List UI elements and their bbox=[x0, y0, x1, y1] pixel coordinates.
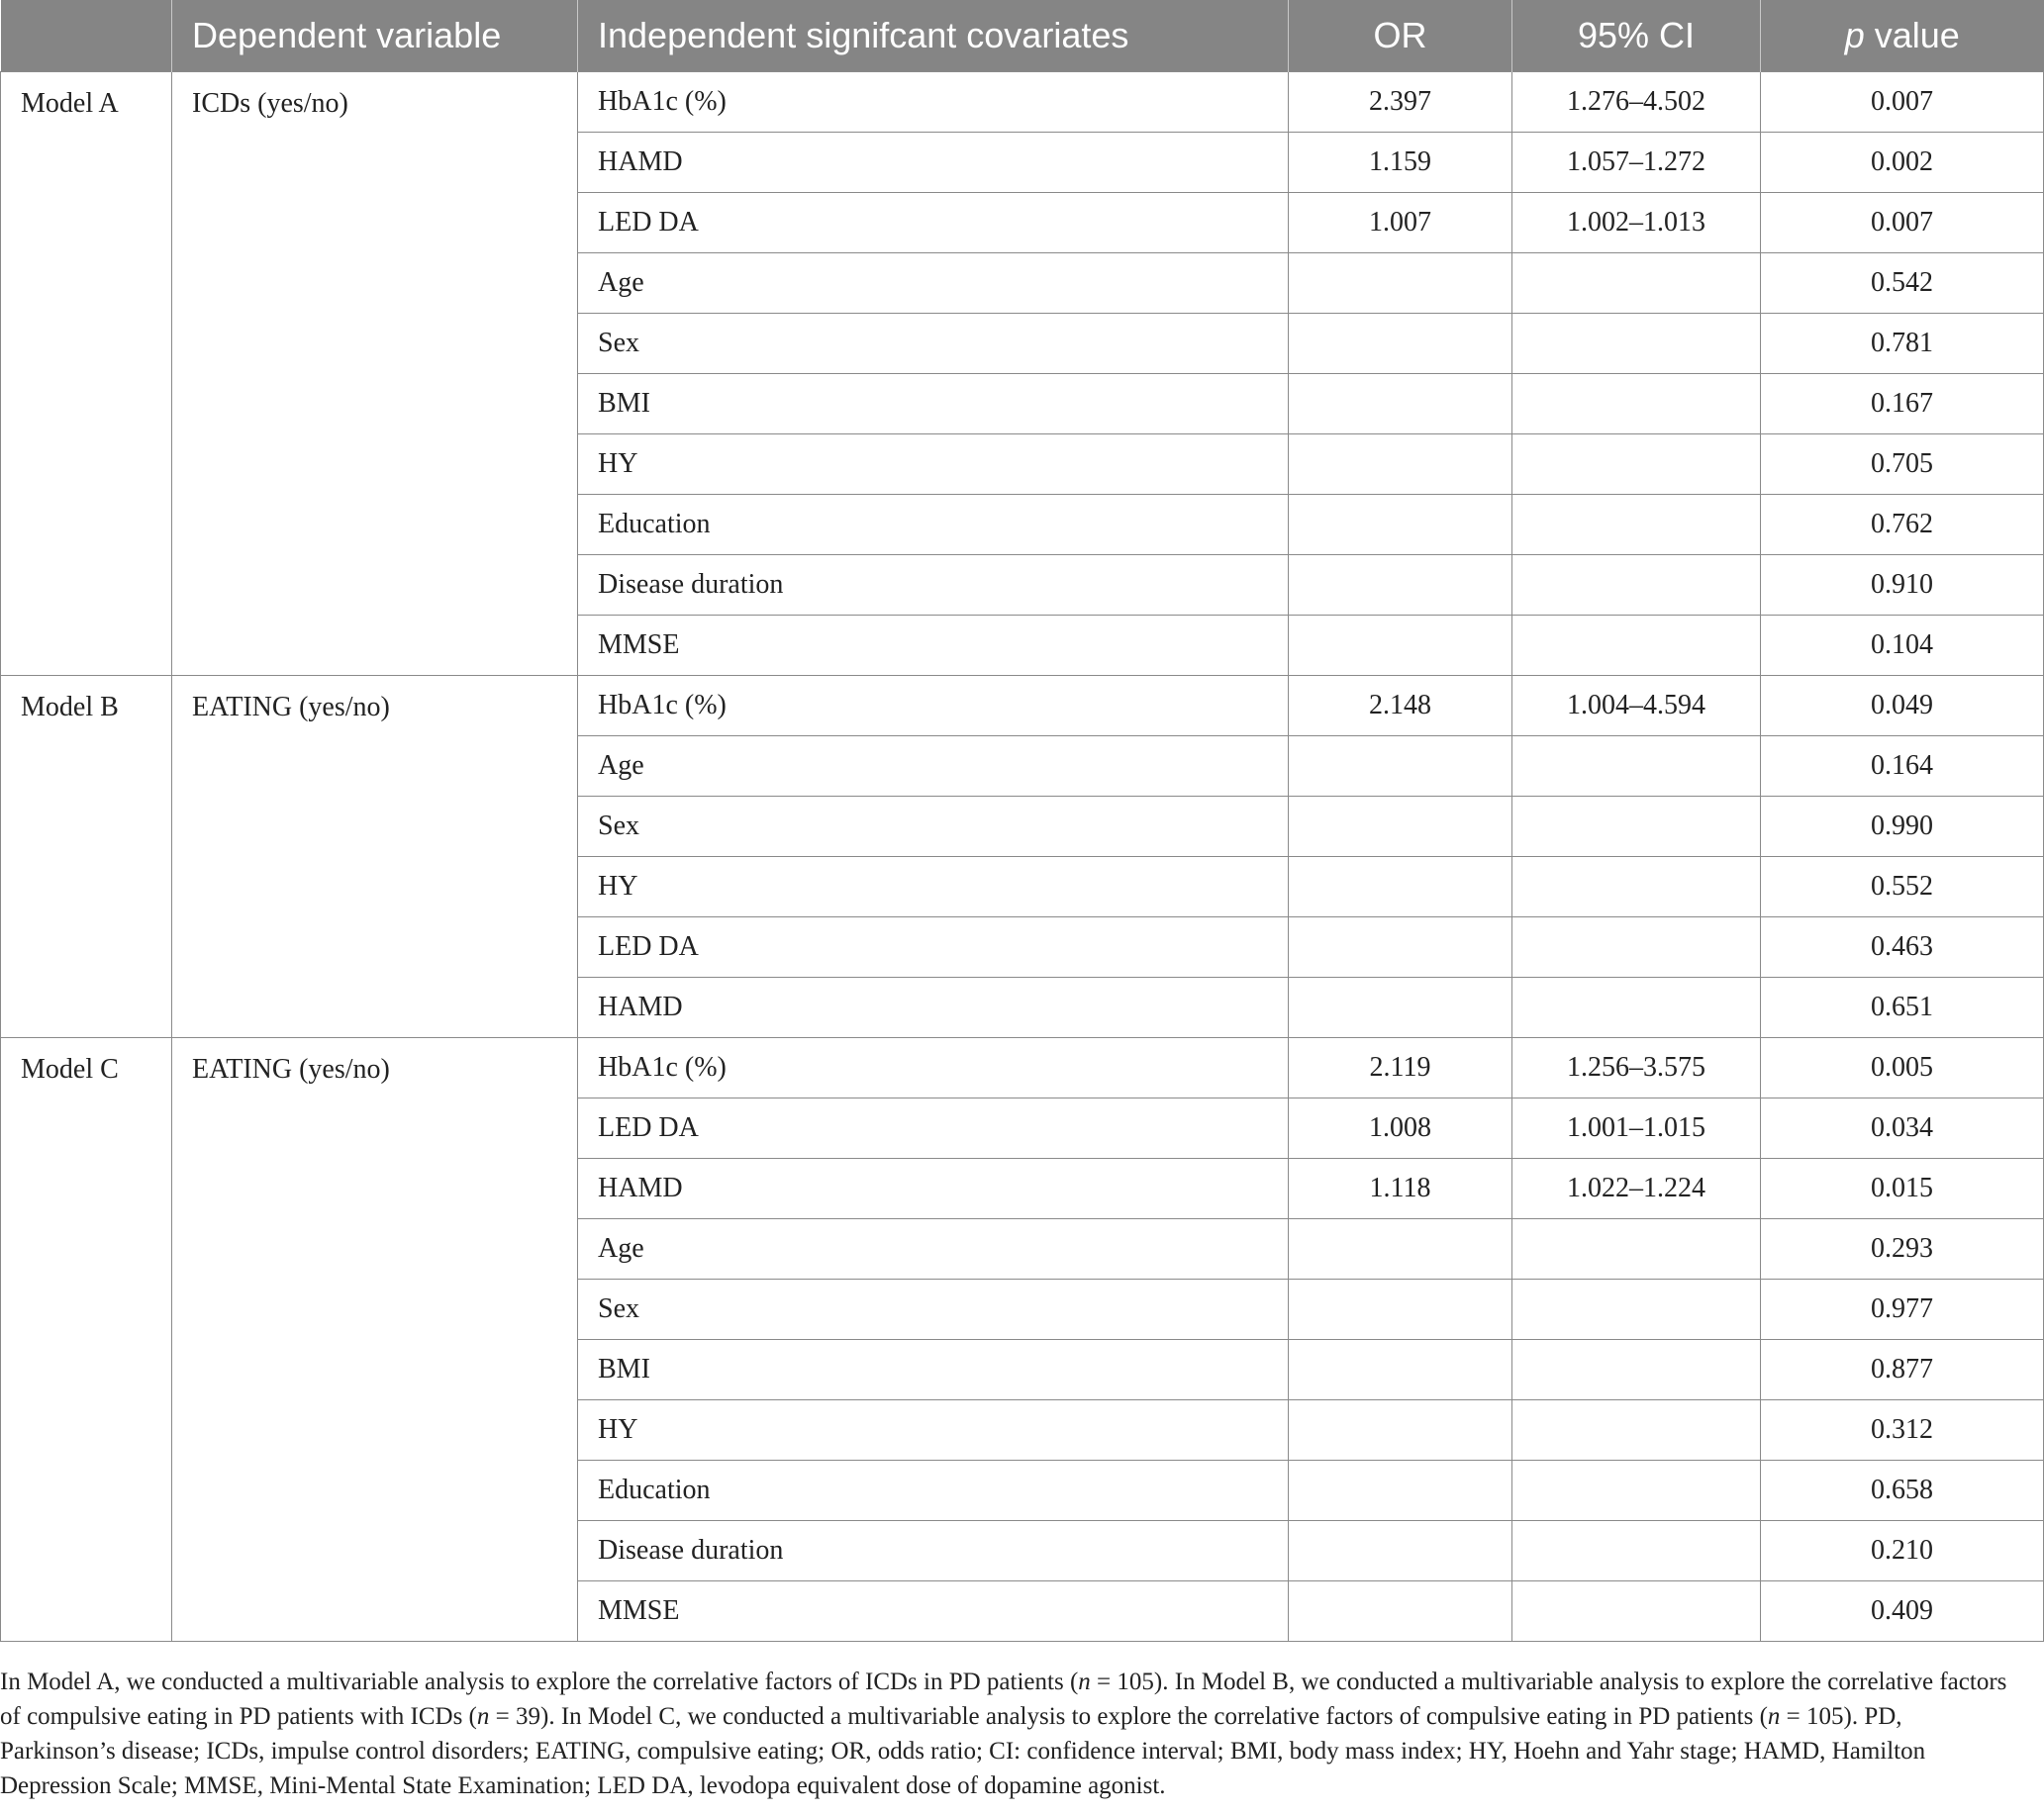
or-cell bbox=[1289, 857, 1512, 917]
p-value-cell: 0.781 bbox=[1761, 314, 2044, 374]
table-row bbox=[1, 676, 2044, 736]
ci-cell bbox=[1512, 1280, 1761, 1340]
p-value-cell: 0.002 bbox=[1761, 133, 2044, 193]
p-value-cell: 0.651 bbox=[1761, 978, 2044, 1038]
or-cell bbox=[1289, 1400, 1512, 1461]
p-value-cell: 0.658 bbox=[1761, 1461, 2044, 1521]
p-value-cell: 0.762 bbox=[1761, 495, 2044, 555]
or-cell bbox=[1289, 616, 1512, 676]
footnote-text-2: = 105). In Model B, we conducted a multivariable analysis to explore the correlative factors of compulsive eating in PD patients with ICDs ( bbox=[0, 1669, 2007, 1730]
p-value-cell: 0.312 bbox=[1761, 1400, 2044, 1461]
or-cell: 1.008 bbox=[1289, 1098, 1512, 1159]
footnote-text-1: In Model A, we conducted a multivariable analysis to explore the correlative factors of ICDs in PD patients ( bbox=[0, 1669, 1079, 1695]
ci-cell bbox=[1512, 1461, 1761, 1521]
table-header bbox=[1, 0, 2044, 72]
or-cell bbox=[1289, 917, 1512, 978]
covariate-cell: BMI bbox=[578, 374, 1289, 434]
table-row bbox=[1, 1038, 2044, 1098]
footnote-text-4: = 105). PD, Parkinson’s disease; ICDs, impulse control disorders; EATING, compulsive eating; OR, odds ratio; CI: confidence interval; BMI, body mass index; HY, Hoehn and Yahr stage; HAMD, Hamilton Depression Scale; MMSE, Mini-Mental State Examination; LED DA, levodopa equivalent dose of dopamine agonist. bbox=[0, 1703, 1926, 1799]
covariate-cell: Education bbox=[578, 1461, 1289, 1521]
model-cell: Model C bbox=[1, 1038, 172, 1642]
p-value-cell: 0.007 bbox=[1761, 72, 2044, 133]
covariate-cell: LED DA bbox=[578, 193, 1289, 253]
ci-cell bbox=[1512, 1219, 1761, 1280]
or-cell bbox=[1289, 1280, 1512, 1340]
or-cell bbox=[1289, 495, 1512, 555]
ci-cell bbox=[1512, 555, 1761, 616]
covariate-cell: Disease duration bbox=[578, 555, 1289, 616]
or-cell: 1.159 bbox=[1289, 133, 1512, 193]
covariate-cell: LED DA bbox=[578, 917, 1289, 978]
or-cell bbox=[1289, 1340, 1512, 1400]
ci-cell: 1.256–3.575 bbox=[1512, 1038, 1761, 1098]
ci-cell bbox=[1512, 495, 1761, 555]
footnote-n-1: n bbox=[1078, 1669, 1091, 1695]
covariate-cell: Sex bbox=[578, 1280, 1289, 1340]
p-value-cell: 0.542 bbox=[1761, 253, 2044, 314]
or-cell bbox=[1289, 374, 1512, 434]
p-value-cell: 0.049 bbox=[1761, 676, 2044, 736]
footnote-n-2: n bbox=[476, 1703, 490, 1730]
dependent-variable-cell: EATING (yes/no) bbox=[172, 676, 578, 1038]
or-cell bbox=[1289, 1521, 1512, 1581]
or-cell: 2.397 bbox=[1289, 72, 1512, 133]
p-value-cell: 0.990 bbox=[1761, 797, 2044, 857]
covariate-cell: HbA1c (%) bbox=[578, 676, 1289, 736]
covariate-cell: HAMD bbox=[578, 978, 1289, 1038]
or-cell bbox=[1289, 314, 1512, 374]
ci-cell: 1.001–1.015 bbox=[1512, 1098, 1761, 1159]
p-value-cell: 0.293 bbox=[1761, 1219, 2044, 1280]
covariate-cell: Disease duration bbox=[578, 1521, 1289, 1581]
covariate-cell: HbA1c (%) bbox=[578, 72, 1289, 133]
p-value-cell: 0.015 bbox=[1761, 1159, 2044, 1219]
p-value-cell: 0.005 bbox=[1761, 1038, 2044, 1098]
or-cell bbox=[1289, 736, 1512, 797]
covariate-cell: HY bbox=[578, 857, 1289, 917]
p-value-cell: 0.007 bbox=[1761, 193, 2044, 253]
covariate-cell: Age bbox=[578, 253, 1289, 314]
covariate-cell: Age bbox=[578, 1219, 1289, 1280]
or-cell bbox=[1289, 1461, 1512, 1521]
ci-cell bbox=[1512, 434, 1761, 495]
header-p-italic: p bbox=[1844, 15, 1865, 55]
covariate-cell: MMSE bbox=[578, 616, 1289, 676]
ci-cell: 1.004–4.594 bbox=[1512, 676, 1761, 736]
or-cell: 2.148 bbox=[1289, 676, 1512, 736]
ci-cell bbox=[1512, 736, 1761, 797]
p-value-cell: 0.164 bbox=[1761, 736, 2044, 797]
ci-cell: 1.057–1.272 bbox=[1512, 133, 1761, 193]
table-body bbox=[1, 72, 2044, 1642]
header-ci: 95% CI bbox=[1512, 0, 1761, 72]
header-model bbox=[1, 0, 172, 72]
ci-cell bbox=[1512, 374, 1761, 434]
or-cell: 2.119 bbox=[1289, 1038, 1512, 1098]
ci-cell: 1.276–4.502 bbox=[1512, 72, 1761, 133]
ci-cell bbox=[1512, 857, 1761, 917]
header-p-value bbox=[1761, 0, 2044, 72]
p-value-cell: 0.409 bbox=[1761, 1581, 2044, 1642]
covariate-cell: BMI bbox=[578, 1340, 1289, 1400]
covariate-cell: Education bbox=[578, 495, 1289, 555]
p-value-cell: 0.705 bbox=[1761, 434, 2044, 495]
covariate-cell: HAMD bbox=[578, 133, 1289, 193]
header-row bbox=[1, 0, 2044, 72]
ci-cell bbox=[1512, 797, 1761, 857]
covariate-cell: Age bbox=[578, 736, 1289, 797]
footnote-text-3: = 39). In Model C, we conducted a multivariable analysis to explore the correlative factors of compulsive eating in PD patients ( bbox=[489, 1703, 1768, 1730]
dependent-variable-cell: ICDs (yes/no) bbox=[172, 72, 578, 676]
ci-cell bbox=[1512, 917, 1761, 978]
p-value-cell: 0.104 bbox=[1761, 616, 2044, 676]
p-value-cell: 0.034 bbox=[1761, 1098, 2044, 1159]
ci-cell: 1.022–1.224 bbox=[1512, 1159, 1761, 1219]
covariate-cell: Sex bbox=[578, 314, 1289, 374]
or-cell bbox=[1289, 797, 1512, 857]
ci-cell bbox=[1512, 1400, 1761, 1461]
covariate-cell: LED DA bbox=[578, 1098, 1289, 1159]
or-cell bbox=[1289, 253, 1512, 314]
or-cell: 1.007 bbox=[1289, 193, 1512, 253]
p-value-cell: 0.210 bbox=[1761, 1521, 2044, 1581]
or-cell bbox=[1289, 1219, 1512, 1280]
table-footnote bbox=[0, 1665, 2009, 1803]
or-cell bbox=[1289, 555, 1512, 616]
footnote-n-3: n bbox=[1767, 1703, 1781, 1730]
header-or: OR bbox=[1289, 0, 1512, 72]
model-cell: Model B bbox=[1, 676, 172, 1038]
ci-cell bbox=[1512, 1521, 1761, 1581]
ci-cell bbox=[1512, 978, 1761, 1038]
p-value-cell: 0.910 bbox=[1761, 555, 2044, 616]
ci-cell bbox=[1512, 314, 1761, 374]
or-cell bbox=[1289, 1581, 1512, 1642]
p-value-cell: 0.877 bbox=[1761, 1340, 2044, 1400]
or-cell: 1.118 bbox=[1289, 1159, 1512, 1219]
ci-cell bbox=[1512, 1340, 1761, 1400]
ci-cell: 1.002–1.013 bbox=[1512, 193, 1761, 253]
ci-cell bbox=[1512, 1581, 1761, 1642]
p-value-cell: 0.552 bbox=[1761, 857, 2044, 917]
model-cell: Model A bbox=[1, 72, 172, 676]
header-covariates: Independent signifcant covariates bbox=[578, 0, 1289, 72]
p-value-cell: 0.977 bbox=[1761, 1280, 2044, 1340]
header-dependent-variable: Dependent variable bbox=[172, 0, 578, 72]
covariate-cell: HAMD bbox=[578, 1159, 1289, 1219]
or-cell bbox=[1289, 434, 1512, 495]
p-value-cell: 0.463 bbox=[1761, 917, 2044, 978]
covariate-cell: HbA1c (%) bbox=[578, 1038, 1289, 1098]
covariate-cell: HY bbox=[578, 1400, 1289, 1461]
covariate-cell: Sex bbox=[578, 797, 1289, 857]
table-row bbox=[1, 72, 2044, 133]
dependent-variable-cell: EATING (yes/no) bbox=[172, 1038, 578, 1642]
p-value-cell: 0.167 bbox=[1761, 374, 2044, 434]
ci-cell bbox=[1512, 253, 1761, 314]
covariate-cell: HY bbox=[578, 434, 1289, 495]
or-cell bbox=[1289, 978, 1512, 1038]
ci-cell bbox=[1512, 616, 1761, 676]
covariate-cell: MMSE bbox=[578, 1581, 1289, 1642]
header-p-rest: value bbox=[1864, 15, 1960, 55]
